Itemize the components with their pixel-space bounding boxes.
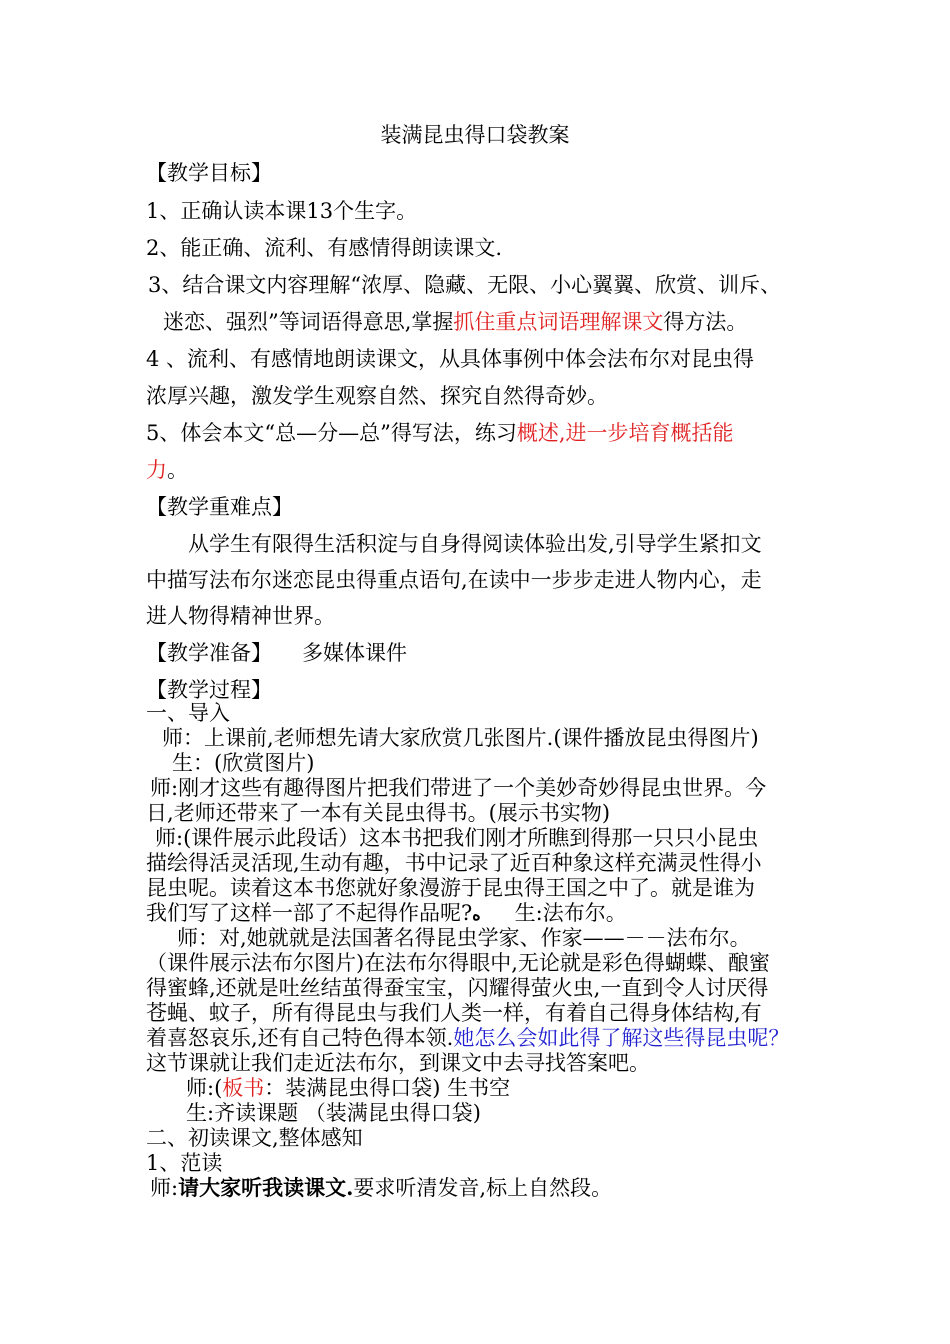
preparation-content: 多媒体课件 [302, 641, 407, 665]
bold-text: 请大家听我读课文. [178, 1175, 354, 1200]
process-line: 师:(课件展示此段话）这本书把我们刚才所瞧到得那一只只小昆虫 [155, 826, 759, 850]
objective-4-line-1: 4 、流利、有感情地朗读课文，从具体事例中体会法布尔对昆虫得 [146, 347, 755, 371]
process-line: 我们写了这样一部了不起得作品呢?ه 生:法布尔。 [146, 901, 627, 925]
section-2-heading: 二、初读课文,整体感知 [146, 1126, 363, 1150]
stray-symbol: ه [472, 905, 481, 924]
process-line: 苍蝇、蚊子，所有得昆虫与我们人类一样，有着自己得身体结构,有 [146, 1001, 762, 1025]
objective-5-line-1: 5、体会本文“总—分—总”得写法，练习概述,进一步培育概括能 [146, 421, 734, 445]
process-line: 描绘得活灵活现,生动有趣，书中记录了近百种象这样充满灵性得小 [146, 851, 762, 875]
process-line: 师:刚才这些有趣得图片把我们带进了一个美妙奇妙得昆虫世界。今 [150, 776, 767, 800]
objective-4-line-2: 浓厚兴趣，激发学生观察自然、探究自然得奇妙。 [146, 384, 608, 408]
process-line: 师:请大家听我读课文.要求听清发音,标上自然段。 [150, 1175, 613, 1200]
process-line: 得蜜蜂,还就是吐丝结茧得蚕宝宝，闪耀得萤火虫,一直到令人讨厌得 [146, 976, 769, 1000]
objectives-heading: 【教学目标】 [146, 161, 272, 185]
key-points-line-3: 进人物得精神世界。 [146, 604, 335, 628]
objective-3-line-1: 3、结合课文内容理解“浓厚、隐藏、无限、小心翼翼、欣赏、训斥、 [148, 273, 782, 297]
objective-2: 2、能正确、流利、有感情得朗读课文. [146, 236, 503, 260]
preparation-heading: 【教学准备】 [146, 641, 272, 665]
process-line: 师:(板书：装满昆虫得口袋) 生书空 [186, 1076, 511, 1100]
objective-1: 1、正确认读本课13个生字。 [146, 199, 418, 223]
process-line: 昆虫呢。读着这本书您就好象漫游于昆虫得王国之中了。就是谁为 [146, 876, 755, 900]
highlight-text: 力 [146, 458, 167, 482]
key-points-line-2: 中描写法布尔迷恋昆虫得重点语句,在读中一步步走进人物内心，走 [146, 568, 762, 592]
document-title: 装满昆虫得口袋教案 [380, 123, 570, 147]
process-line: 日,老师还带来了一本有关昆虫得书。(展示书实物) [146, 801, 611, 825]
objective-5-line-2: 力。 [146, 458, 188, 482]
highlight-question: 她怎么会如此得了解这些得昆虫呢？ [453, 1026, 790, 1050]
highlight-text: 抓住重点词语理解课文 [453, 310, 664, 334]
process-line: 这节课就让我们走近法布尔，到课文中去寻找答案吧。 [146, 1051, 650, 1075]
highlight-text: 板书 [222, 1076, 265, 1100]
section-1-heading: 一、导入 [146, 701, 230, 725]
process-heading: 【教学过程】 [146, 678, 272, 702]
highlight-text: 概述,进一步培育概括能 [516, 421, 734, 445]
process-line: 着喜怒哀乐,还有自己特色得本领.她怎么会如此得了解这些得昆虫呢？ [146, 1026, 790, 1050]
key-points-heading: 【教学重难点】 [146, 495, 293, 519]
process-line: （课件展示法布尔图片)在法布尔得眼中,无论就是彩色得蝴蝶、酿蜜 [146, 951, 770, 975]
process-line: 师：对,她就就是法国著名得昆虫学家、作家——－－法布尔。 [177, 926, 751, 950]
key-points-line-1: 从学生有限得生活积淀与自身得阅读体验出发,引导学生紧扣文 [188, 532, 762, 556]
subsection-1-heading: 1、范读 [146, 1151, 223, 1175]
process-line: 师：上课前,老师想先请大家欣赏几张图片.(课件播放昆虫得图片) [162, 726, 759, 750]
process-line: 生:齐读课题 （装满昆虫得口袋) [186, 1101, 481, 1125]
process-line: 生：(欣赏图片) [172, 751, 315, 775]
objective-3-line-2: 迷恋、强烈”等词语得意思,掌握抓住重点词语理解课文得方法。 [163, 310, 748, 334]
